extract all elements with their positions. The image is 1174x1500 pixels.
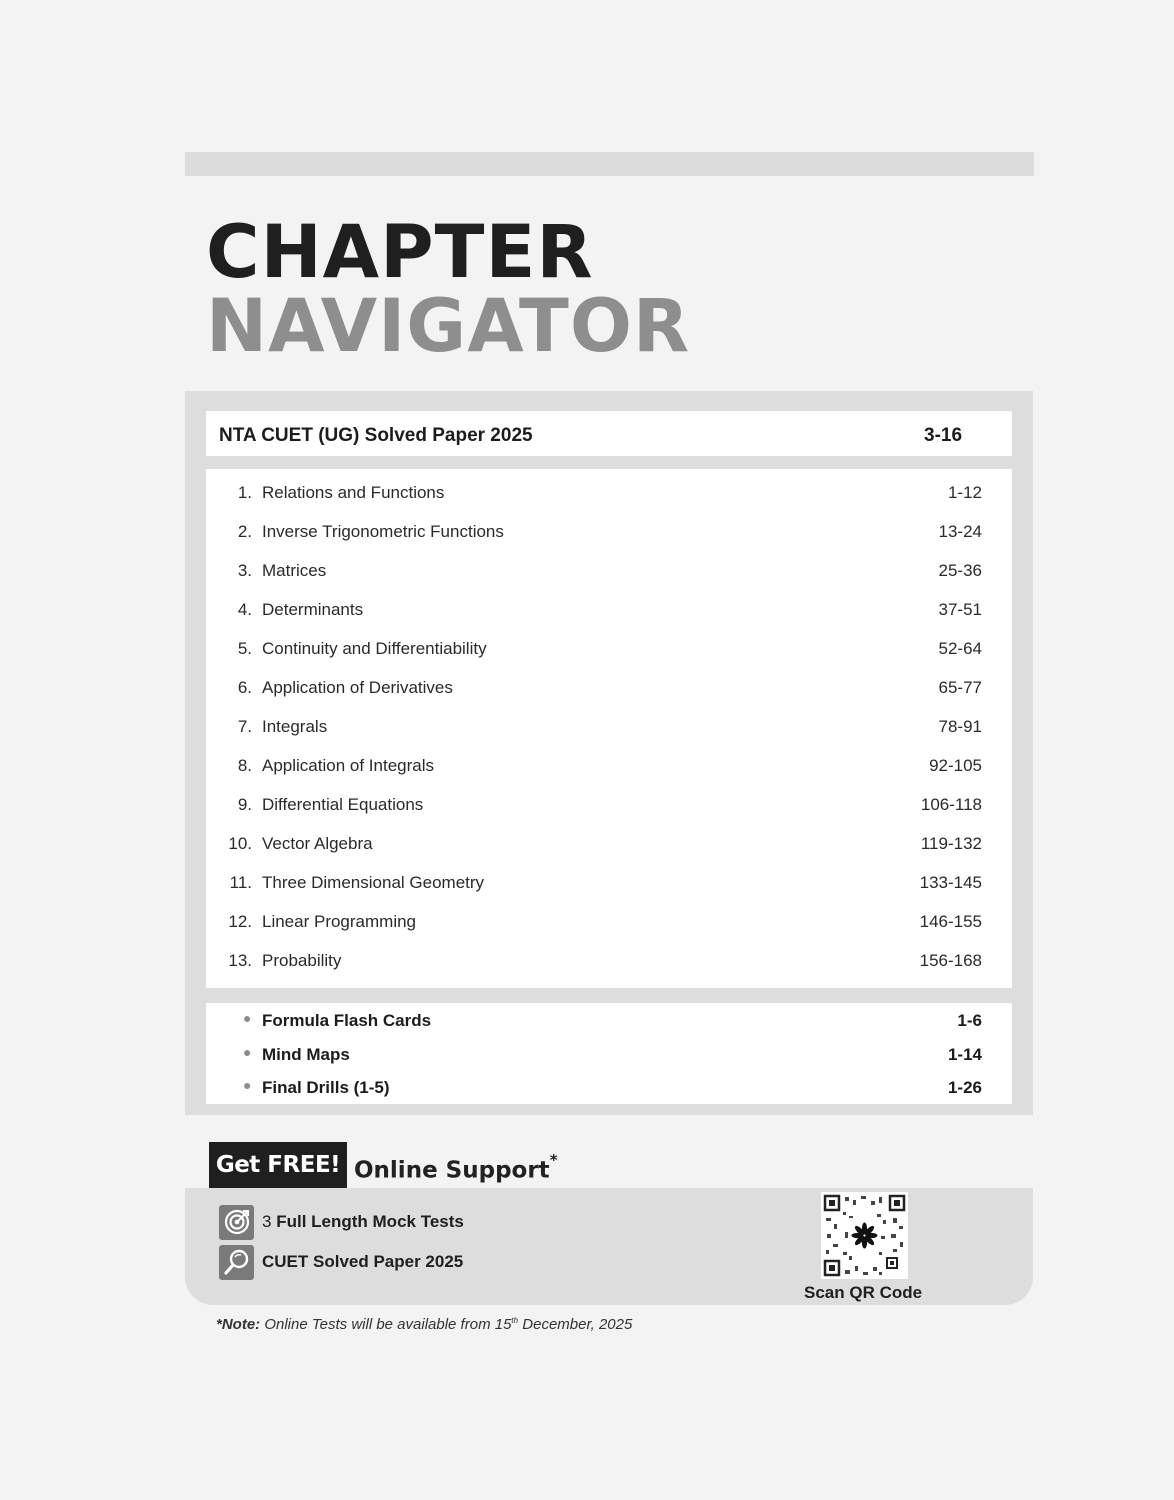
- note-prefix: *Note:: [216, 1316, 261, 1333]
- chapter-number: 12.: [228, 912, 252, 931]
- mock-tests-item[interactable]: [219, 1204, 464, 1240]
- chapter-number: 4.: [237, 600, 252, 619]
- chapter-pages: 78-91: [938, 717, 982, 736]
- chapter-name: Three Dimensional Geometry: [262, 873, 485, 892]
- chapter-number: 10.: [228, 834, 252, 853]
- chapter-name: Application of Integrals: [262, 756, 434, 775]
- chapter-name: Vector Algebra: [262, 834, 373, 853]
- chapter-number: 2.: [237, 522, 252, 541]
- chapter-row[interactable]: [206, 596, 1012, 622]
- bullet-icon: ●: [243, 1077, 252, 1093]
- chapter-pages: 25-36: [938, 561, 982, 580]
- extra-name: Formula Flash Cards: [262, 1011, 432, 1030]
- extra-name: Final Drills (1-5): [262, 1078, 390, 1097]
- chapter-row[interactable]: [206, 674, 1012, 700]
- chapter-row[interactable]: [206, 479, 1012, 505]
- chapter-pages: 146-155: [919, 912, 982, 931]
- chapter-row[interactable]: [206, 830, 1012, 856]
- note-text: Online Tests will be available from 15: [264, 1316, 512, 1333]
- solved-paper-pages: 3-16: [924, 425, 963, 446]
- chapter-row[interactable]: [206, 518, 1012, 544]
- bullet-icon: ●: [243, 1010, 252, 1026]
- chapter-number: 5.: [237, 639, 252, 658]
- solved-paper-online-label: CUET Solved Paper 2025: [262, 1252, 464, 1271]
- chapter-row[interactable]: [206, 947, 1012, 973]
- chapter-number: 3.: [237, 561, 252, 580]
- chapter-pages: 133-145: [919, 873, 982, 892]
- note-date: December, 2025: [522, 1316, 633, 1333]
- availability-note: [216, 1316, 632, 1333]
- chapter-pages: 1-12: [947, 483, 982, 502]
- chapter-number: 7.: [237, 717, 252, 736]
- chapter-pages: 37-51: [938, 600, 982, 619]
- title-chapter: CHAPTER: [206, 210, 594, 295]
- chapter-name: Inverse Trigonometric Functions: [262, 522, 504, 541]
- extra-row[interactable]: [206, 1075, 1012, 1099]
- online-support-heading: [354, 1151, 558, 1184]
- chapter-pages: 65-77: [938, 678, 982, 697]
- target-icon: [219, 1205, 254, 1240]
- mock-test-count: 3: [262, 1212, 272, 1231]
- chapter-row[interactable]: [206, 713, 1012, 739]
- chapter-number: 9.: [237, 795, 252, 814]
- chapter-name: Determinants: [262, 600, 364, 619]
- extra-pages: 1-14: [947, 1045, 982, 1064]
- asterisk-mark: *: [549, 1151, 558, 1169]
- qr-code[interactable]: [821, 1192, 908, 1279]
- chapter-name: Continuity and Differentiability: [262, 639, 487, 658]
- chapter-list: [206, 469, 1012, 988]
- chapter-pages: 106-118: [920, 795, 982, 814]
- chapter-row[interactable]: [206, 752, 1012, 778]
- chapter-name: Probability: [262, 951, 342, 970]
- chapter-name: Integrals: [262, 717, 328, 736]
- mock-tests-label: Full Length Mock Tests: [276, 1212, 464, 1231]
- extra-name: Mind Maps: [262, 1045, 350, 1064]
- chapter-row[interactable]: [206, 869, 1012, 895]
- chapter-row[interactable]: [206, 557, 1012, 583]
- chapter-pages: 92-105: [929, 756, 982, 775]
- extra-row[interactable]: [206, 1042, 1012, 1066]
- solved-paper-item[interactable]: [219, 1244, 463, 1280]
- chapter-number: 11.: [229, 873, 252, 892]
- extra-row[interactable]: [206, 1008, 1012, 1032]
- note-superscript: th: [511, 1316, 519, 1325]
- chapter-pages: 119-132: [920, 834, 982, 853]
- header-bar: [185, 152, 1034, 176]
- chapter-name: Linear Programming: [262, 912, 417, 931]
- title-navigator: NAVIGATOR: [206, 284, 691, 369]
- chapter-pages: 52-64: [938, 639, 982, 658]
- magnifier-icon: [219, 1245, 254, 1280]
- extra-pages: 1-26: [947, 1078, 982, 1097]
- bullet-icon: ●: [243, 1044, 252, 1060]
- get-free-badge: Get FREE!: [209, 1142, 347, 1188]
- chapter-pages: 156-168: [919, 951, 982, 970]
- solved-paper-row[interactable]: [206, 411, 1012, 456]
- chapter-name: Matrices: [262, 561, 327, 580]
- chapter-number: 6.: [237, 678, 252, 697]
- chapter-name: Differential Equations: [262, 795, 424, 814]
- scan-qr-label: Scan QR Code: [804, 1283, 923, 1302]
- chapter-row[interactable]: [206, 791, 1012, 817]
- chapter-number: 13.: [228, 951, 252, 970]
- chapter-pages: 13-24: [938, 522, 982, 541]
- chapter-name: Relations and Functions: [262, 483, 445, 502]
- solved-paper-label: NTA CUET (UG) Solved Paper 2025: [219, 425, 533, 446]
- extra-pages: 1-6: [957, 1011, 982, 1030]
- online-support-label: Online Support: [354, 1157, 550, 1184]
- chapter-row[interactable]: [206, 635, 1012, 661]
- chapter-name: Application of Derivatives: [262, 678, 453, 697]
- chapter-number: 8.: [237, 756, 252, 775]
- chapter-row[interactable]: [206, 908, 1012, 934]
- extras-list: [206, 1003, 1012, 1104]
- chapter-number: 1.: [237, 483, 252, 502]
